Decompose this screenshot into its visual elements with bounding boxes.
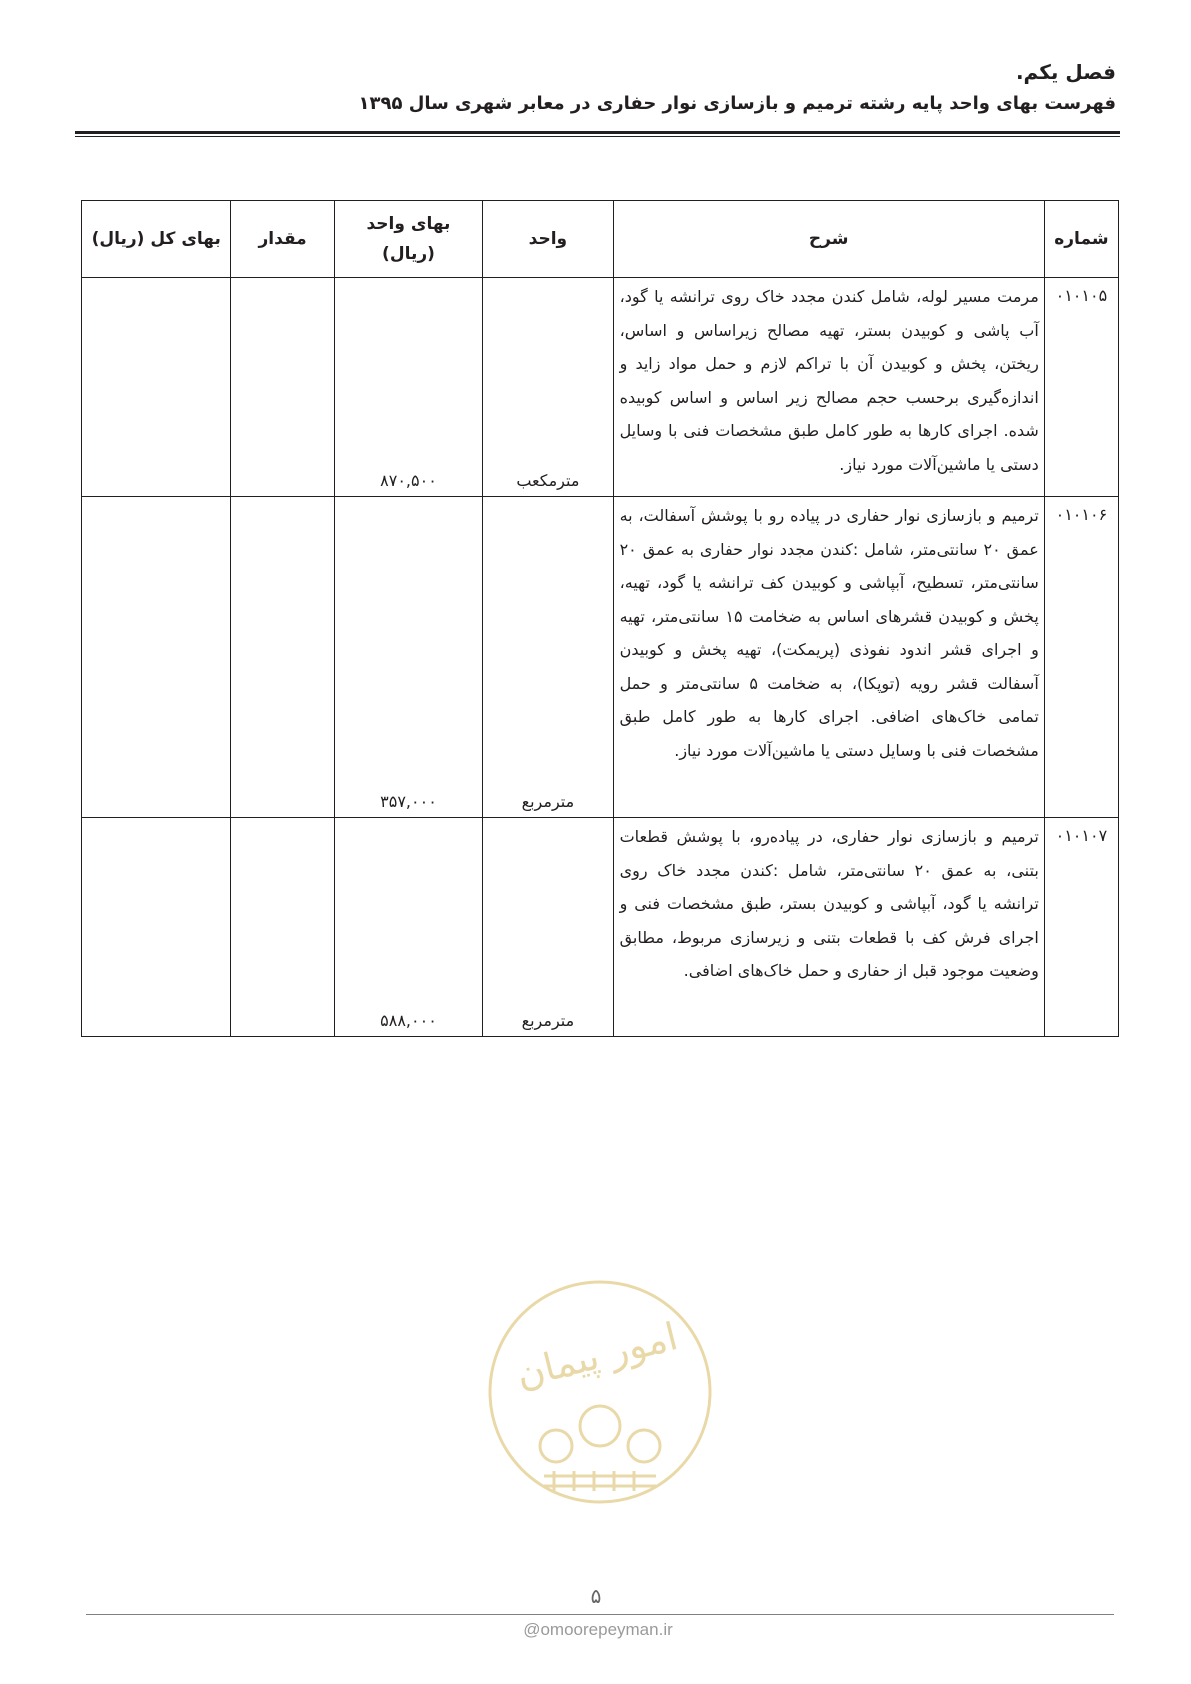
item-quantity [231, 497, 334, 818]
header-rule-thin [75, 136, 1120, 137]
column-header-unit-price [334, 201, 482, 278]
footer-website: @omoorepeyman.ir [523, 1620, 673, 1639]
item-unit: مترمربع [483, 818, 613, 1037]
watermark-logo [484, 1276, 716, 1508]
table-row [82, 278, 1119, 497]
page-header [66, 58, 1116, 118]
watermark-text: امور پیمان [511, 1314, 682, 1397]
watermark-gear-right [628, 1430, 660, 1462]
watermark-gear-center [580, 1406, 620, 1446]
header-rule-thick [75, 131, 1120, 134]
item-quantity [231, 818, 334, 1037]
unit-price-header-line1: بهای واحد [366, 214, 451, 234]
item-code: ۰۱۰۱۰۵ [1044, 278, 1118, 497]
item-unit: مترمربع [483, 497, 613, 818]
item-unit-price: ۵۸۸,۰۰۰ [334, 818, 482, 1037]
item-total-price [82, 278, 231, 497]
item-description: ترمیم و بازسازی نوار حفاری در پیاده رو با پوشش آسفالت، به عمق ۲۰ سانتی‌متر، شامل :کندن مجدد نوار حفاری به عمق ۲۰ سانتی‌متر، تسطیح، آبپاشی و کوبیدن کف ترانشه یا گود، تهیه، پخش و کوبیدن قشرهای اساس به ضخامت ۱۵ سانتی‌متر، تهیه و اجرای قشر اندود نفوذی (پریمکت)، تهیه پخش و کوبیدن آسفالت قشر رویه (توپکا)، به ضخامت ۵ سانتی‌متر و حمل تمامی خاک‌های اضافی. اجرای کارها به طور کامل طبق مشخصات فنی با وسایل دستی یا ماشین‌آلات مورد نیاز. [613, 497, 1044, 818]
item-quantity [231, 278, 334, 497]
price-list-table [81, 200, 1119, 1037]
item-unit-price: ۳۵۷,۰۰۰ [334, 497, 482, 818]
chapter-title: فصل یکم. [1015, 60, 1116, 84]
item-description: مرمت مسیر لوله، شامل کندن مجدد خاک روی ترانشه یا گود، آب پاشی و کوبیدن بستر، تهیه مصالح زیراساس و اساس، ریختن، پخش و کوبیدن آن با تراکم لازم و حمل مواد زاید و اندازه‌گیری برحسب حجم مصالح زیر اساس و اساس کوبیده شده. اجرای کارها به طور کامل طبق مشخصات فنی با وسایل دستی یا ماشین‌آلات مورد نیاز. [613, 278, 1044, 497]
column-header-code: شماره [1044, 201, 1118, 278]
item-code: ۰۱۰۱۰۶ [1044, 497, 1118, 818]
footer-rule [86, 1614, 1114, 1615]
item-total-price [82, 497, 231, 818]
table-header-row [82, 201, 1119, 278]
unit-price-header-line2: (ریال) [382, 244, 435, 264]
column-header-description: شرح [613, 201, 1044, 278]
table-row [82, 818, 1119, 1037]
watermark-grid [544, 1471, 656, 1491]
table-row [82, 497, 1119, 818]
column-header-quantity: مقدار [231, 201, 334, 278]
item-description: ترمیم و بازسازی نوار حفاری، در پیاده‌رو، با پوشش قطعات بتنی، به عمق ۲۰ سانتی‌متر، شامل :کندن مجدد خاک روی ترانشه یا گود، آبپاشی و کوبیدن بستر، طبق مشخصات فنی و اجرای فرش کف با قطعات بتنی و زیرسازی مربوط، مطابق وضعیت موجود قبل از حفاری و حمل خاک‌های اضافی. [613, 818, 1044, 1037]
document-subtitle: فهرست بهای واحد پایه رشته ترمیم و بازسازی نوار حفاری در معابر شهری سال ۱۳۹۵ [358, 93, 1116, 114]
page-number: ۵ [590, 1584, 602, 1608]
item-unit-price: ۸۷۰,۵۰۰ [334, 278, 482, 497]
column-header-unit: واحد [483, 201, 613, 278]
watermark-gear-left [540, 1430, 572, 1462]
item-unit: مترمکعب [483, 278, 613, 497]
item-total-price [82, 818, 231, 1037]
item-code: ۰۱۰۱۰۷ [1044, 818, 1118, 1037]
column-header-total-price: بهای کل (ریال) [82, 201, 231, 278]
